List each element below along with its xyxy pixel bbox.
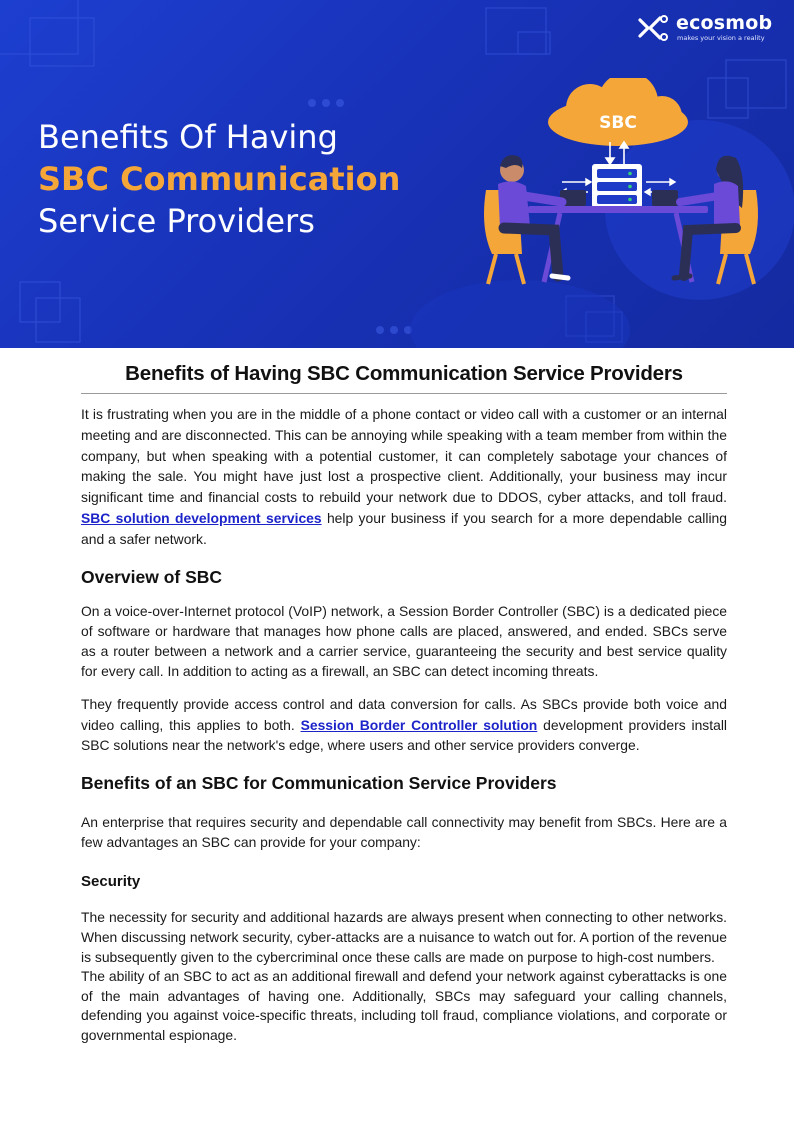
security-paragraph-1: The necessity for security and additional hazards are always present when connecting to other networks. When discussing network security, cyber-attacks are a nuisance to watch out for. A portion of the revenue is subsequently given to the cybercriminal once these calls are made on purpose to high-cost numbers.: [81, 909, 727, 965]
sbc-solution-link[interactable]: SBC solution development services: [81, 509, 322, 526]
hero-title-line3: Service Providers: [38, 202, 315, 240]
brand-tagline: makes your vision a reality: [677, 34, 765, 42]
intro-text-before: It is frustrating when you are in the middle of a phone contact or video call with a customer or an internal meeting and are disconnected. This can be annoying while speaking with a team member from within the company, but when speaking with a potential customer, it can completely sabotage your chances of making the sale. You might have just lost a prospective client. Additionally, your business may incur significant time and financial costs to rebuild your network due to DDOS, cyber attacks, and toll fraud.: [81, 406, 727, 506]
intro-text-after: help your business if you search for a more dependable calling and a safer network.: [81, 509, 727, 547]
sbc-meeting-illustration: [470, 78, 770, 288]
security-heading: Security: [81, 873, 141, 891]
intro-paragraph: [81, 404, 727, 550]
hero-title-line2: SBC Communication: [38, 160, 401, 198]
benefits-paragraph: An enterprise that requires security and dependable call connectivity may benefit from SBCs. Here are a few advantages an SBC can provide for your company:: [81, 814, 727, 851]
overview-text-before: They frequently provide access control and data conversion for calls. As SBCs provide both voice and video calling, this applies to both.: [81, 696, 727, 733]
ecosmob-logo-icon: [636, 14, 672, 42]
cloud-icon: [548, 78, 688, 146]
benefits-heading: Benefits of an SBC for Communication Service Providers: [81, 773, 557, 793]
hero-title-line1: Benefits Of Having: [38, 118, 338, 156]
server-icon: [592, 164, 642, 208]
overview-text-after: development providers install SBC solutions near the network's edge, where users and other service providers converge.: [81, 716, 727, 753]
article: [81, 362, 727, 1046]
hero-banner: [0, 0, 794, 348]
woman-figure-icon: [674, 156, 758, 284]
overview-paragraph-1: On a voice-over-Internet protocol (VoIP) network, a Session Border Controller (SBC) is a dedicated piece of software or hardware that manages how phone calls are placed, answered, and ended. SBCs serve as a router between a network and a carrier service, guaranteeing the security and best service quality for every call. In addition to acting as a firewall, an SBC can detect incoming threats.: [81, 602, 727, 680]
overview-heading: Overview of SBC: [81, 566, 223, 587]
security-paragraph-2: The ability of an SBC to act as an additional firewall and defend your network against cyberattacks is one of the main advantages of having one. Additionally, SBCs may safeguard your calling channels, defending you against voice-specific threats, including toll fraud, compliance violations, and corporate or governmental espionage.: [81, 968, 727, 1043]
session-border-controller-link[interactable]: Session Border Controller solution: [300, 716, 538, 733]
cloud-label: SBC: [599, 113, 637, 133]
ecosmob-logo[interactable]: [636, 12, 776, 46]
brand-name: ecosmob: [676, 12, 773, 34]
article-title: Benefits of Having SBC Communication Service Providers: [81, 362, 727, 394]
man-figure-icon: [484, 155, 568, 284]
overview-paragraph-2: [81, 694, 727, 755]
hero-title: [38, 116, 458, 242]
